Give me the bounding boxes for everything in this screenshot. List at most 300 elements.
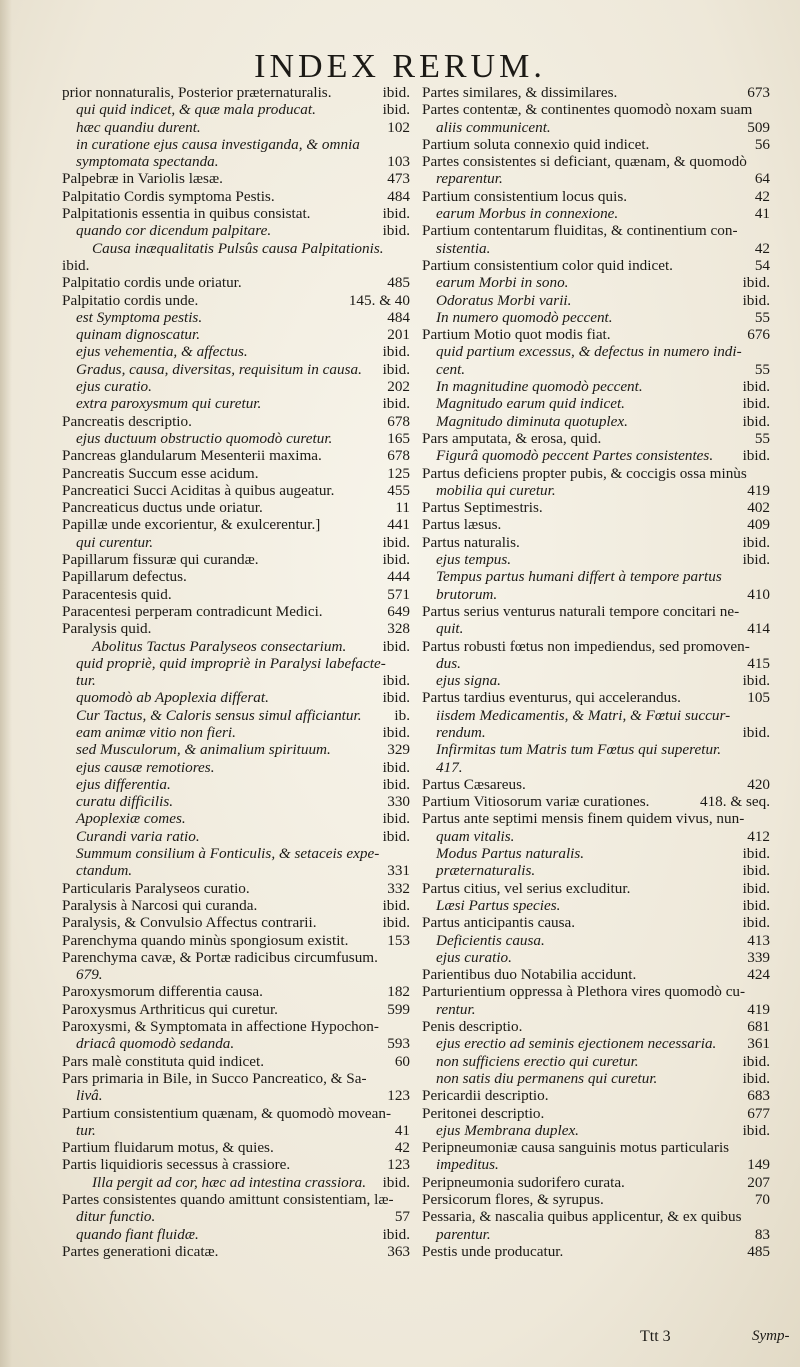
entry-page: ib. [394,706,410,724]
entry-page: 41 [754,205,770,223]
entry-page: 42 [754,187,770,205]
entry-page: ibid. [382,637,410,655]
entry-page: 328 [387,620,410,638]
index-entry [62,586,410,603]
entry-text: Odoratus Morbi varii. [436,291,572,309]
entry-text: Palpitatio Cordis symptoma Pestis. [62,187,275,205]
entry-page: ibid. [742,412,770,430]
entry-page: 145. & 40 [348,291,410,309]
entry-page: ibid. [382,689,410,707]
entry-page: 683 [747,1087,770,1105]
entry-page: 410 [747,585,770,603]
entry-text: earum Morbi in sono. [436,274,569,292]
entry-text: quinam dignoscatur. [76,326,201,344]
index-entry [62,205,410,222]
entry-text: Palpitatio cordis unde oriatur. [62,274,242,292]
entry-text: cent. [436,360,466,378]
entry-text: ejus differentia. [76,775,171,793]
entry-text: Deficientis causa. [436,931,545,949]
entry-text: Pancreas glandularum Mesenterii maxima. [62,447,322,465]
entry-text: Infirmitas tum Matris tum Fœtus qui superetur. [436,741,722,759]
index-entry [62,568,410,585]
entry-text: Partium Vitiosorum variæ curationes. [422,793,650,811]
index-entry [422,707,770,724]
entry-text: 417. [436,758,463,776]
entry-text: Pessaria, & nascalia quibus applicentur, & ex quibus [422,1208,742,1226]
entry-text: ejus signa. [436,672,501,690]
entry-page: ibid. [382,343,410,361]
signature-mark: Ttt 3 [640,1328,671,1345]
entry-page: 42 [754,239,770,257]
index-entry [422,413,770,430]
index-entry [62,741,410,758]
entry-page: ibid. [382,723,410,741]
entry-page: 11 [395,499,410,517]
index-entry [62,1001,410,1018]
entry-text: Partus naturalis. [422,533,520,551]
index-entry [62,534,410,551]
entry-page: 70 [754,1191,770,1208]
entry-page: 330 [387,793,410,811]
index-entry [422,1070,770,1087]
index-entry [62,413,410,430]
entry-text: Penis descriptio. [422,1018,523,1036]
entry-page: 153 [387,931,410,949]
entry-page: 444 [387,568,410,586]
entry-text: rentur. [436,1000,476,1018]
index-entry [422,759,770,776]
entry-text: Parenchyma quando minùs spongiosum existit. [62,931,349,949]
index-entry [422,568,770,585]
index-entry [62,516,410,533]
entry-page: 678 [387,412,410,430]
entry-text: Magnitudo earum quid indicet. [436,395,625,413]
entry-text: Partes contentæ, & continentes quomodò noxam suam [422,101,753,119]
index-entry [62,1070,410,1087]
entry-page: ibid. [742,1121,770,1139]
index-entry [422,534,770,551]
entry-page: 419 [747,1000,770,1018]
entry-text: Paralysis à Narcosi qui curanda. [62,896,258,914]
index-entry [62,309,410,326]
index-entry [422,343,770,360]
entry-text: extra paroxysmum qui curetur. [76,395,262,413]
entry-text: Peripneumonia sudorifero curata. [422,1173,625,1191]
index-entry [62,949,410,966]
entry-text: Pars amputata, & erosa, quid. [422,429,602,447]
index-entry [422,897,770,914]
index-entry [422,551,770,568]
entry-page: 332 [387,879,410,897]
entry-page: ibid. [742,1052,770,1070]
entry-text: Partus deficiens propter pubis, & coccigis ossa minùs [422,464,747,482]
entry-page: ibid. [382,360,410,378]
entry-text: prior nonnaturalis, Posterior præternaturalis. [62,84,332,101]
index-entry [62,326,410,343]
index-entry [422,966,770,983]
entry-page: 57 [394,1208,410,1226]
entry-page: ibid. [382,810,410,828]
entry-text: Pancreaticus ductus unde oriatur. [62,499,263,517]
entry-text: Partium consistentium quænam, & quomodò movean- [62,1104,392,1122]
entry-text: quit. [436,620,464,638]
index-entry [62,84,410,101]
index-entry [62,655,410,672]
entry-text: qui curentur. [76,533,154,551]
entry-page: 485 [747,1242,770,1260]
index-entry [62,810,410,827]
index-entry [422,1243,770,1260]
entry-page: 331 [387,862,410,880]
index-entry [422,378,770,395]
entry-text: Palpebræ in Variolis læsæ. [62,170,223,188]
entry-text: Palpitationis essentia in quibus consistat. [62,205,311,223]
entry-page: ibid. [382,672,410,690]
entry-text: qui quid indicet, & quæ mala producat. [76,101,316,119]
entry-page: 56 [754,135,770,153]
entry-page: ibid. [382,827,410,845]
index-entry [62,153,410,170]
index-entry [62,845,410,862]
entry-text: Paroxysmorum differentia causa. [62,983,263,1001]
entry-page: 123 [387,1156,410,1174]
entry-page: ibid. [382,395,410,413]
entry-page: ibid. [382,914,410,932]
entry-text: Partium contentarum fluiditas, & continentium con- [422,222,738,240]
index-entry [62,119,410,136]
index-entry [422,119,770,136]
index-entry [62,620,410,637]
entry-page: 182 [387,983,410,1001]
entry-page: 361 [747,1035,770,1053]
index-entry [422,170,770,187]
entry-text: Papillæ unde excorientur, & exulcerentur.] [62,516,321,534]
index-entry [422,1053,770,1070]
entry-text: 679. [76,966,103,984]
entry-page: 42 [394,1139,410,1157]
index-entry [62,1174,410,1191]
index-entry [62,1139,410,1156]
index-entry [422,828,770,845]
entry-text: driacâ quomodò sedanda. [76,1035,235,1053]
entry-text: ejus vehementia, & affectus. [76,343,248,361]
index-entry [62,378,410,395]
index-entry [62,966,410,983]
index-entry [422,724,770,741]
entry-text: Peritonei descriptio. [422,1104,545,1122]
entry-page: ibid. [382,551,410,569]
entry-text: Partus citius, vel serius excluditur. [422,879,631,897]
entry-text: Partis liquidioris secessus à crassiore. [62,1156,291,1174]
index-entry [422,309,770,326]
entry-text: ejus curatio. [436,948,512,966]
index-entry [62,897,410,914]
index-entry [62,914,410,931]
entry-page: ibid. [742,1069,770,1087]
entry-page: 83 [754,1225,770,1243]
entry-page: 409 [747,516,770,534]
index-entry [422,741,770,758]
entry-text: impeditus. [436,1156,499,1174]
entry-page: 103 [387,153,410,171]
entry-text: Paralysis quid. [62,620,152,638]
entry-text: Pars malè constituta quid indicet. [62,1052,265,1070]
index-entry [62,793,410,810]
index-entry [422,603,770,620]
index-entry [62,880,410,897]
entry-text: Papillarum fissuræ qui curandæ. [62,551,259,569]
entry-page: 105 [747,689,770,707]
entry-page: 593 [387,1035,410,1053]
entry-page: 55 [754,429,770,447]
entry-page: 402 [747,499,770,517]
index-entry [422,274,770,291]
index-entry [422,880,770,897]
index-entry [422,430,770,447]
index-entry [62,343,410,360]
index-entry [422,845,770,862]
entry-text: quam vitalis. [436,827,515,845]
entry-text: Pancreatis descriptio. [62,412,192,430]
catchword: Symp- [752,1328,790,1344]
entry-text: Pericardii descriptio. [422,1087,549,1105]
entry-page: 455 [387,481,410,499]
index-entry [62,292,410,309]
entry-page: 414 [747,620,770,638]
entry-text: Palpitatio cordis unde. [62,291,199,309]
entry-page: 64 [754,170,770,188]
entry-text: Parientibus duo Notabilia accidunt. [422,966,637,984]
index-entry [62,1191,410,1208]
entry-text: Cur Tactus, & Caloris sensus simul afficiantur. [76,706,362,724]
index-entry [422,482,770,499]
index-entry [422,240,770,257]
index-entry [422,1174,770,1191]
entry-text: sed Musculorum, & animalium spirituum. [76,741,331,759]
entry-text: earum Morbus in connexione. [436,205,619,223]
entry-page: ibid. [382,205,410,223]
index-entry [62,1156,410,1173]
entry-text: hæc quandiu durent. [76,118,201,136]
index-entry [62,828,410,845]
entry-text: Pestis unde producatur. [422,1242,564,1260]
entry-page: ibid. [742,378,770,396]
entry-text: ibid. [62,256,90,274]
entry-page: 599 [387,1000,410,1018]
entry-text: Partus tardius eventurus, qui accelerandus. [422,689,681,707]
index-entry [62,707,410,724]
index-entry [422,638,770,655]
entry-text: Curandi varia ratio. [76,827,200,845]
entry-page: ibid. [382,896,410,914]
entry-text: Partes consistentes si deficiant, quænam, & quomodò [422,153,747,171]
index-entry [62,638,410,655]
entry-text: Paracentesis quid. [62,585,172,603]
entry-text: Partus Septimestris. [422,499,543,517]
index-entry [62,1018,410,1035]
entry-page: ibid. [742,274,770,292]
entry-page: 677 [747,1104,770,1122]
index-entry [422,862,770,879]
entry-text: Paroxysmus Arthriticus qui curetur. [62,1000,278,1018]
entry-text: Partus anticipantis causa. [422,914,576,932]
entry-page: 207 [747,1173,770,1191]
entry-text: Summum consilium à Fonticulis, & setaceis expe- [76,845,380,863]
index-entry [62,759,410,776]
left-column [62,84,410,1260]
entry-page: 484 [387,308,410,326]
index-entry [422,1226,770,1243]
index-entry [62,983,410,1000]
index-entry [62,136,410,153]
entry-text: Magnitudo diminuta quotuplex. [436,412,628,430]
entry-text: sistentia. [436,239,491,257]
index-entry [422,689,770,706]
index-entry [422,983,770,1000]
entry-page: 473 [387,170,410,188]
index-entry [422,395,770,412]
entry-page: 678 [387,447,410,465]
entry-text: Persicorum flores, & syrupus. [422,1191,604,1208]
entry-page: 123 [387,1087,410,1105]
entry-text: Paracentesi perperam contradicunt Medici. [62,602,323,620]
index-entry [62,447,410,464]
index-entry [422,1018,770,1035]
index-entry [422,914,770,931]
entry-page: ibid. [382,775,410,793]
index-entry [422,1208,770,1225]
entry-page: 673 [747,84,770,101]
entry-text: quid partium excessus, & defectus in numero indi- [436,343,742,361]
entry-text: Modus Partus naturalis. [436,845,585,863]
index-entry [422,205,770,222]
entry-text: Paroxysmi, & Symptomata in affectione Hypochon- [62,1018,379,1036]
entry-text: ejus curatio. [76,378,152,396]
index-entry [62,1226,410,1243]
index-entry [422,101,770,118]
index-entry [422,655,770,672]
index-entry [422,672,770,689]
index-entry [422,1156,770,1173]
index-entry [62,551,410,568]
entry-page: 676 [747,326,770,344]
index-entry [422,361,770,378]
index-entry [62,395,410,412]
entry-text: Gradus, causa, diversitas, requisitum in causa. [76,360,362,378]
index-entry [62,274,410,291]
index-entry [62,361,410,378]
entry-text: Paralysis, & Convulsio Affectus contrarii. [62,914,317,932]
entry-page: ibid. [742,879,770,897]
entry-text: ejus Membrana duplex. [436,1121,579,1139]
entry-text: Partes generationi dicatæ. [62,1242,219,1260]
index-entry [422,326,770,343]
index-entry [62,862,410,879]
entry-text: Partus ante septimi mensis finem quidem vivus, nun- [422,810,745,828]
entry-text: parentur. [436,1225,491,1243]
entry-text: Apoplexiæ comes. [76,810,186,828]
entry-text: ejus ductuum obstructio quomodò curetur. [76,429,333,447]
index-entry [62,1208,410,1225]
index-entry [62,932,410,949]
entry-text: brutorum. [436,585,498,603]
entry-text: Papillarum defectus. [62,568,187,586]
entry-page: ibid. [742,896,770,914]
entry-page: 413 [747,931,770,949]
index-entry [422,1122,770,1139]
entry-page: 202 [387,378,410,396]
right-column [422,84,770,1260]
entry-page: ibid. [742,551,770,569]
entry-page: 165 [387,429,410,447]
entry-text: In magnitudine quomodò peccent. [436,378,643,396]
entry-text: tur. [76,672,96,690]
entry-page: 484 [387,187,410,205]
entry-text: Parenchyma cavæ, & Portæ radicibus circumfusum. [62,948,378,966]
entry-page: 339 [747,948,770,966]
index-entry [422,292,770,309]
index-entry [62,499,410,516]
entry-text: Partium soluta connexio quid indicet. [422,135,650,153]
index-entry [62,465,410,482]
entry-text: Partes consistentes quando amittunt consistentiam, læ- [62,1191,394,1208]
index-entry [62,1243,410,1260]
index-entry [62,1053,410,1070]
entry-page: 418. & seq. [699,793,770,811]
entry-text: Abolitus Tactus Paralyseos consectarium. [92,637,347,655]
entry-text: ejus erectio ad seminis ejectionem necessaria. [436,1035,717,1053]
entry-text: ejus tempus. [436,551,512,569]
page-gutter [0,0,12,1367]
index-entry [422,447,770,464]
entry-text: mobilia qui curetur. [436,481,556,499]
index-entry [422,1139,770,1156]
index-entry [422,188,770,205]
entry-page: 149 [747,1156,770,1174]
entry-text: Illa pergit ad cor, hæc ad intestina crassiora. [92,1173,367,1191]
entry-page: 363 [387,1242,410,1260]
entry-page: 54 [754,256,770,274]
entry-page: ibid. [382,533,410,551]
entry-text: Pars primaria in Bile, in Succo Pancreatico, & Sa- [62,1069,367,1087]
entry-text: præternaturalis. [436,862,536,880]
entry-text: non satis diu permanens qui curetur. [436,1069,658,1087]
index-entry [62,240,410,257]
entry-page: ibid. [382,222,410,240]
index-entry [422,932,770,949]
entry-page: 55 [754,360,770,378]
entry-page: 571 [387,585,410,603]
entry-page: 41 [394,1121,410,1139]
entry-page: 201 [387,326,410,344]
entry-text: Causa inæqualitatis Pulsûs causa Palpitationis. [92,239,384,257]
entry-page: ibid. [742,845,770,863]
entry-text: in curatione ejus causa investiganda, & omnia [76,135,360,153]
index-entry [62,257,410,274]
entry-text: quando cor dicendum palpitare. [76,222,272,240]
entry-page: ibid. [742,533,770,551]
entry-page: 424 [747,966,770,984]
index-entry [422,516,770,533]
index-entry [422,620,770,637]
entry-page: ibid. [742,447,770,465]
index-entry [62,170,410,187]
entry-text: rendum. [436,723,486,741]
entry-text: In numero quomodò peccent. [436,308,613,326]
index-entry [62,188,410,205]
entry-page: ibid. [382,1173,410,1191]
entry-page: 485 [387,274,410,292]
